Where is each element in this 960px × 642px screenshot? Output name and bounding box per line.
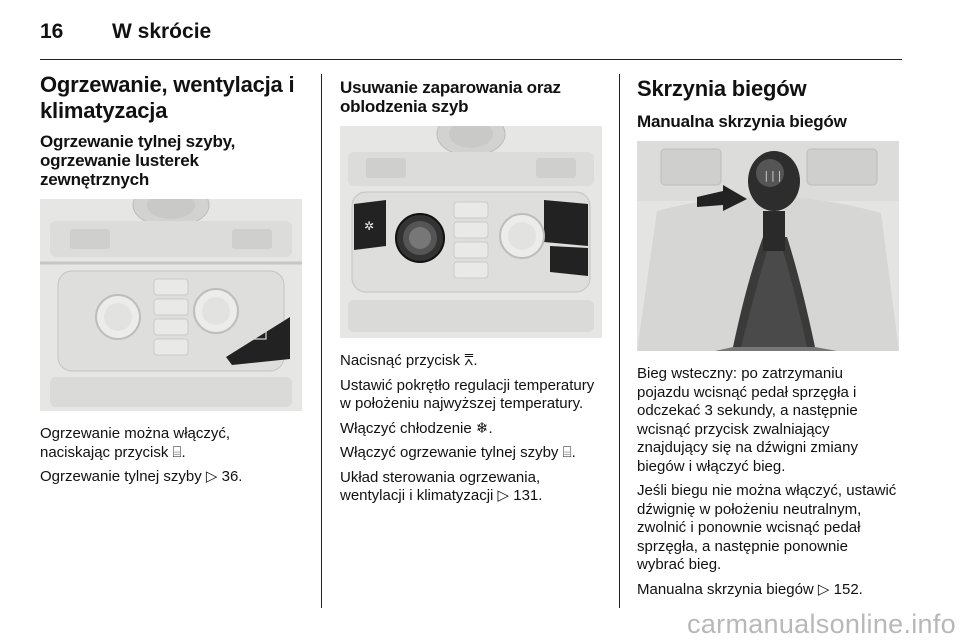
page-header (40, 18, 902, 60)
paragraph-reference: Manualna skrzynia biegów ▷ 152. (637, 580, 863, 598)
paragraph: Ogrzewanie można włączyć, naciskając przycisk ⌸. (40, 425, 231, 461)
svg-text:|||: ||| (763, 169, 783, 182)
heading-hvac: Ogrzewanie, wentylacja i klimatyzacja (40, 72, 295, 123)
column-divider (321, 74, 322, 608)
svg-text:✲: ✲ (364, 219, 375, 233)
column-hvac-rear-window (40, 72, 302, 493)
paragraph-reference: Ogrzewanie tylnej szyby ▷ 36. (40, 468, 243, 485)
subheading-manual-transmission: Manualna skrzynia biegów (637, 112, 847, 131)
figure-rear-window-button (40, 199, 302, 411)
paragraph: Ustawić pokrętło regulacji temperatury w położeniu najwyższej temperatury. (340, 376, 595, 412)
heading-defrost: Usuwanie zaparowania oraz oblodzenia szyb (340, 78, 561, 116)
subheading-rear-window-heating: Ogrzewanie tylnej szyby, ogrzewanie lusterek zewnętrznych (40, 132, 236, 189)
column-defrost (340, 72, 602, 512)
figure-gear-lever (637, 141, 899, 351)
paragraph: Bieg wsteczny: po zatrzymaniu pojazdu wcisnąć pedał sprzęgła i odczekać 3 sekundy, a następnie wcisnąć przycisk zwalniający znajdujący się na dźwigni zmiany biegów i włączyć bieg. (637, 365, 858, 475)
column-transmission (637, 72, 899, 605)
column-divider (619, 74, 620, 608)
heading-transmission: Skrzynia biegów (637, 76, 807, 101)
page-number: 16 (40, 20, 64, 43)
paragraph: Nacisnąć przycisk ⩞. (340, 352, 478, 369)
section-title: W skrócie (112, 20, 212, 43)
paragraph: Jeśli biegu nie można włączyć, ustawić dźwignię w położeniu neutralnym, zwolnić i ponownie wcisnąć pedał sprzęgła, a następnie ponownie wybrać bieg. (637, 482, 897, 573)
figure-defrost-button (340, 126, 602, 338)
paragraph-reference: Układ sterowania ogrzewania, wentylacji i klimatyzacji ▷ 131. (340, 468, 543, 504)
paragraph: Włączyć ogrzewanie tylnej szyby ⌸. (340, 444, 576, 461)
watermark: carmanualsonline.info (687, 609, 956, 639)
paragraph: Włączyć chłodzenie ❄. (340, 419, 493, 437)
